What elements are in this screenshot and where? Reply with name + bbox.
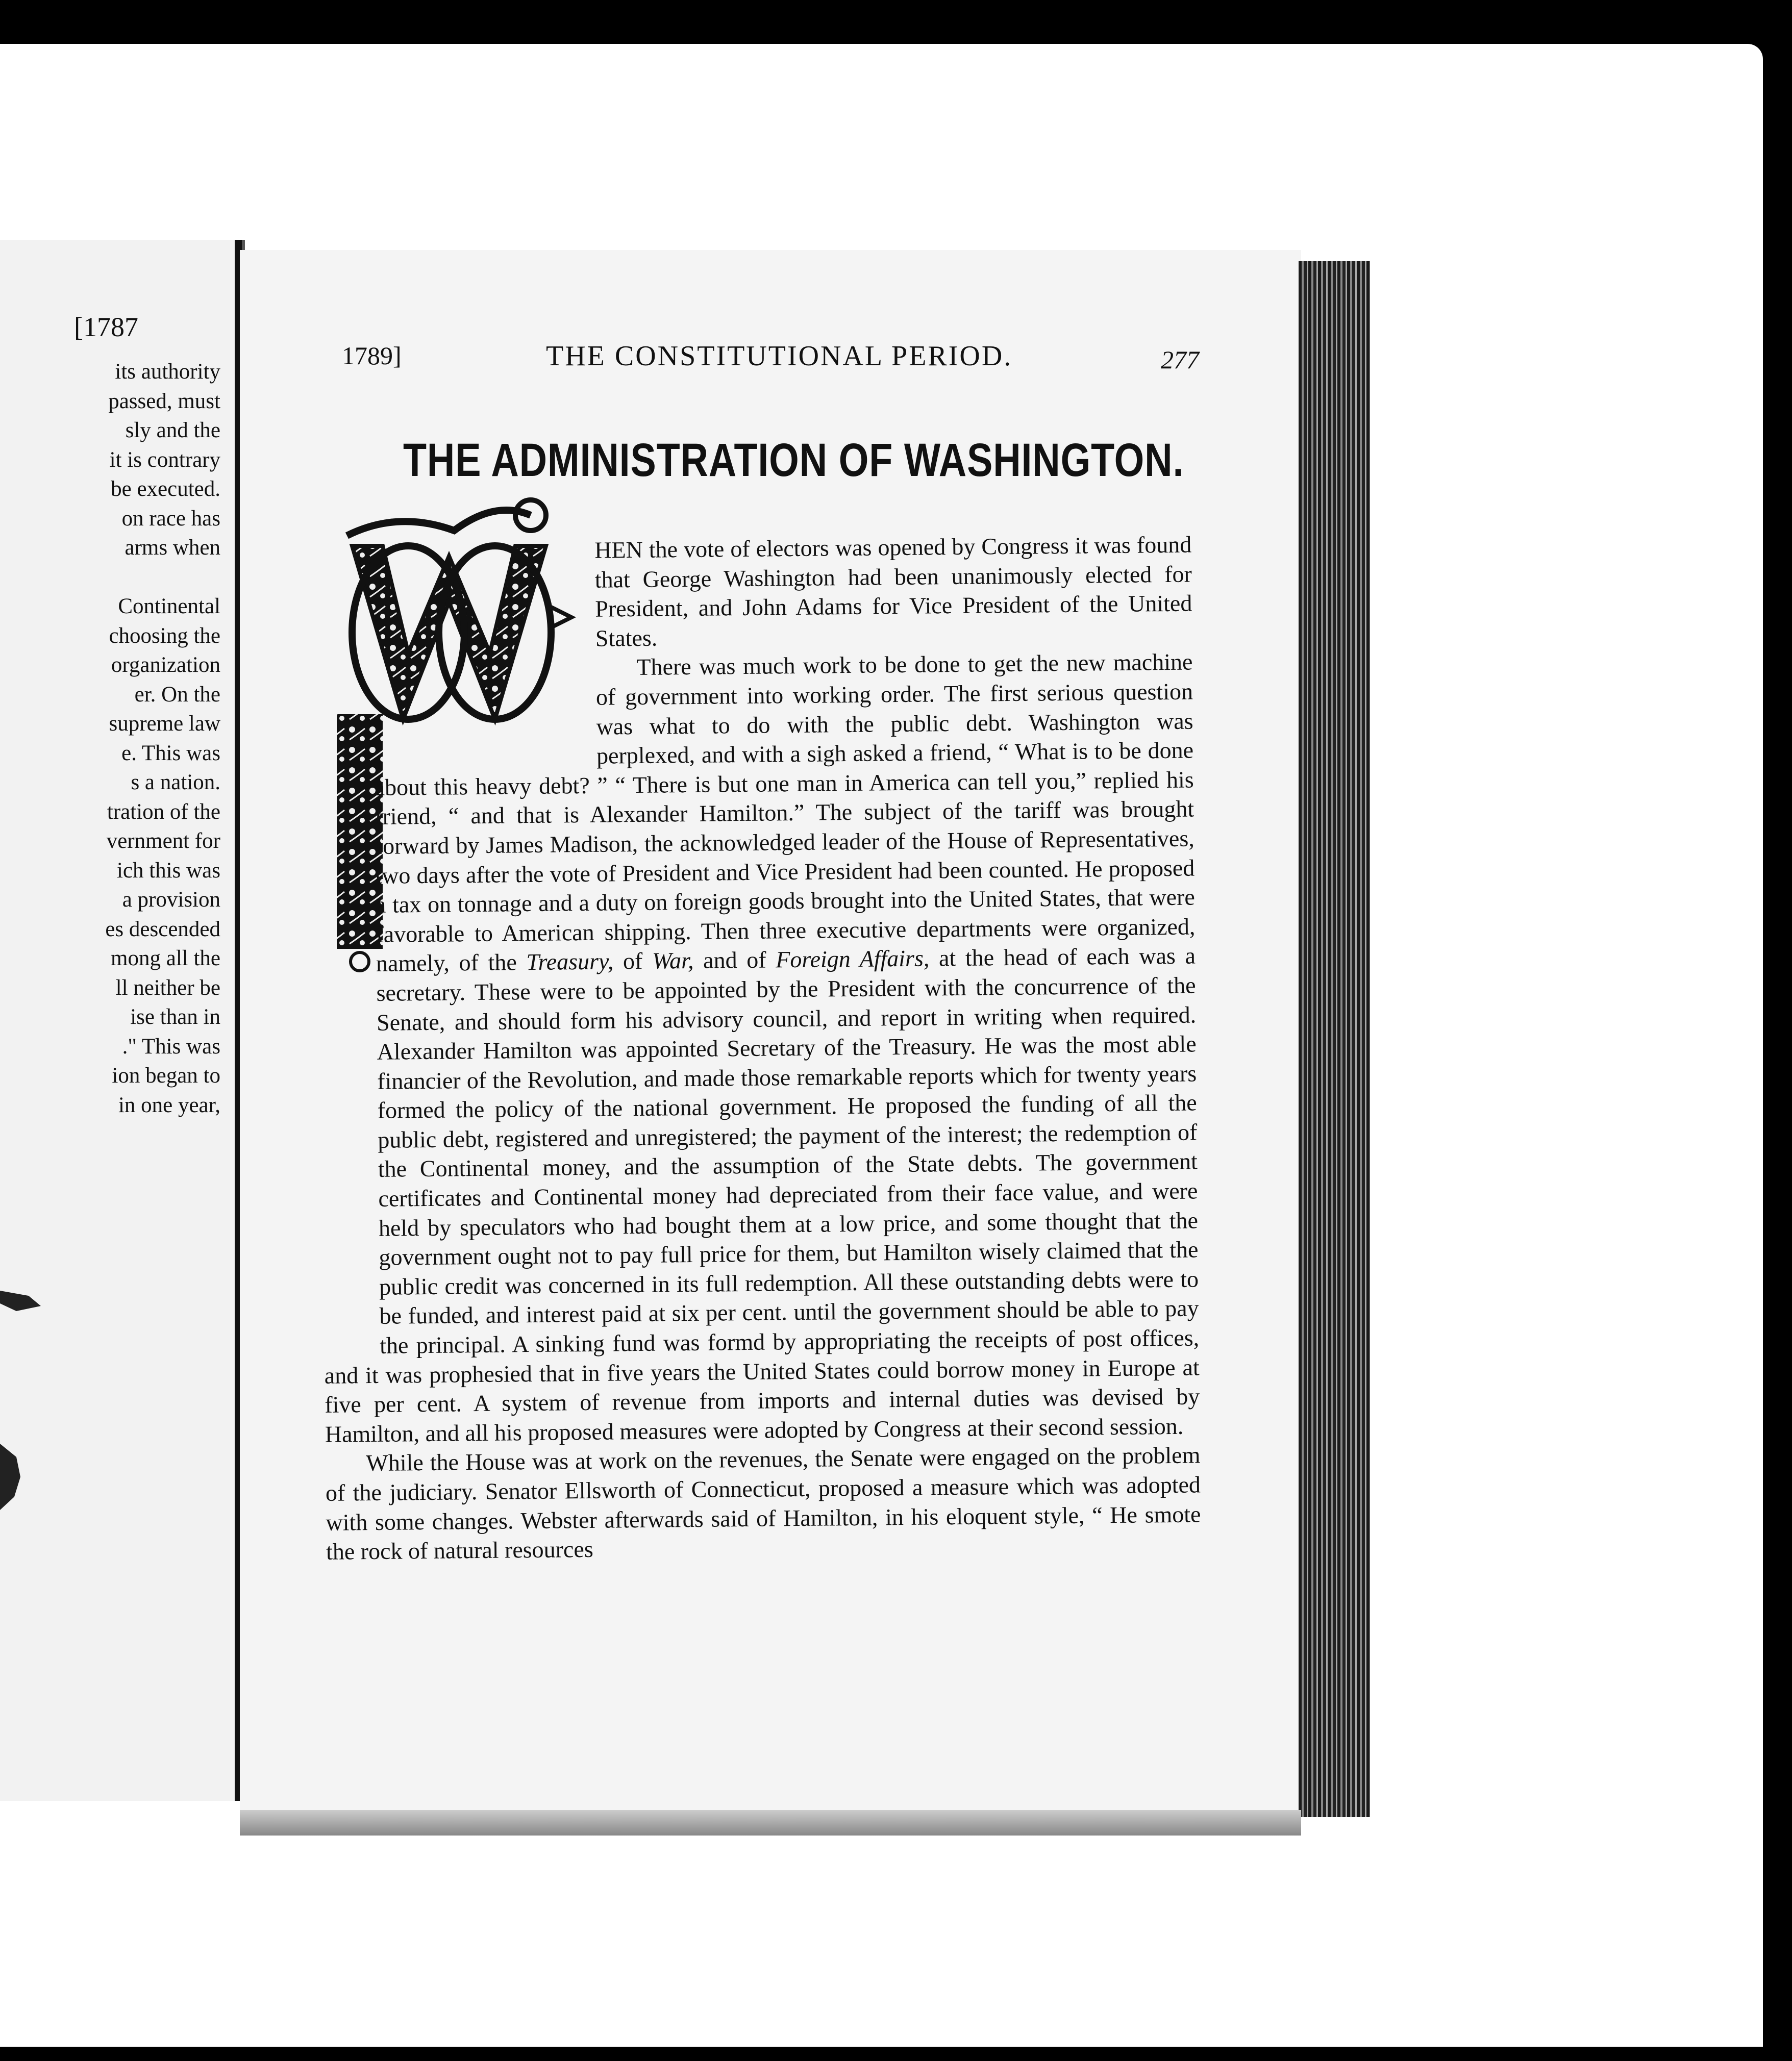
left-line: in one year, [118,1093,220,1117]
left-line: Continental [118,594,220,618]
left-line: ll neither be [115,975,220,1000]
left-line: supreme law [109,712,220,736]
paragraph-2-text-a: There was much work to be done to get the new machine of government into working order. The first serious question was what to do with the public debt. Washington was perplexed, and with a sigh asked a friend, “ What is to be done about this heavy debt? ” “ There is but one man in America can tell you,” replied his friend, “ and that is Alexander Hamilton.” The subject of the tariff was brought forward by James Madison, the acknowledged leader of the House of Representatives, two days after the vote of President and Vice President had been counted. He proposed a tax on tonnage and a duty on foreign goods brought into the United States, that were favorable to American shipping. Then three executive departments were organized, namely, of the [374,648,1196,977]
left-facing-page [0,240,242,1801]
left-line: vernment for [106,829,220,853]
connector-text: of [613,948,653,974]
left-line: es descended [105,917,220,941]
left-line: organization [111,653,220,677]
chapter-title: THE ADMINISTRATION OF WASHINGTON. [403,434,1184,486]
left-line: mong all the [111,946,220,970]
left-line: sly and the [125,418,220,442]
ornament-fragment-icon [0,1286,41,1311]
connector-text: and of [693,946,776,974]
paragraph-1: HEN the vote of electors was opened by Congress it was found that George Washington had been unanimously elected for President, and John Adams for Vice President of the United States. [594,531,1192,651]
left-line: on race has [121,506,220,531]
left-line: choosing the [109,623,220,648]
war-italic: War, [652,947,694,974]
left-line: ion began to [112,1064,220,1088]
left-line: s a nation. [131,770,220,794]
scan-bottom-border [0,2047,1792,2061]
left-page-text [105,357,220,1120]
treasury-italic: Treasury, [526,948,614,975]
left-line: passed, must [108,389,220,413]
left-line: a provision [122,888,220,912]
paragraph-2-text-b: at the head of each was a secretary. These were to be appointed by the President with the concurrence of the Senate, and should form his advisory council, and report in writing when required. Alexander Hamilton was appointed Secretary of the Treasury. He was the most able financier of the Revolution, and made those remarkable reports which for twenty years formed the policy of the national government. He proposed the funding of all the public debt, registered and unregistered; the payment of the interest; the redemption of the Continental money, and the assumption of the State debts. The government certificates and Continental money had depreciated from their face value, and were held by speculators who had bought them at a low price, and some thought that the government ought not to pay full price for them, but Hamilton wisely claimed that the public credit was concerned in its full redemption. All these outstanding debts were to be funded, and interest paid at six per cent. until the government should be able to pay the principal. A sinking fund was formd by appropriating the receipts of post offices, and it was prophesied that in five years the United States could borrow money in Europe at five per cent. A system of revenue from imports and internal duties was devised by Hamilton, and all his proposed measures were adopted by Congress at their second session. [324,942,1200,1447]
left-line: ich this was [116,858,220,883]
page-number: 277 [1161,345,1199,374]
left-line: be executed. [111,477,220,501]
left-page-header: [1787 [74,312,138,342]
left-line: it is contrary [109,447,220,472]
left-line: e. This was [121,741,220,765]
left-line: tration of the [107,799,220,824]
foreign-affairs-italic: Foreign Affairs, [776,945,930,973]
running-head-title: THE CONSTITUTIONAL PERIOD. [546,340,1013,372]
ornament-fragment-icon [0,1444,20,1510]
body-text [316,530,1201,1567]
left-line: er. On the [134,682,220,707]
left-line: its authority [115,360,220,384]
running-head-year: 1789] [342,341,402,370]
left-line: ise than in [130,1005,220,1029]
page-edges [1299,261,1370,1817]
page-bottom-edge [240,1810,1301,1836]
left-line: arms when [125,536,220,560]
left-line: ." This was [122,1034,220,1059]
paragraph-3: While the House was at work on the revenues, the Senate were engaged on the problem of the judiciary. Senator Ellsworth of Connecticut, proposed a measure which was adopted with some changes. Webster afterwards said of Hamilton, in his eloquent style, “ He smote the rock of natural resources [325,1442,1201,1565]
left-line [105,563,220,592]
running-head [342,341,1199,376]
